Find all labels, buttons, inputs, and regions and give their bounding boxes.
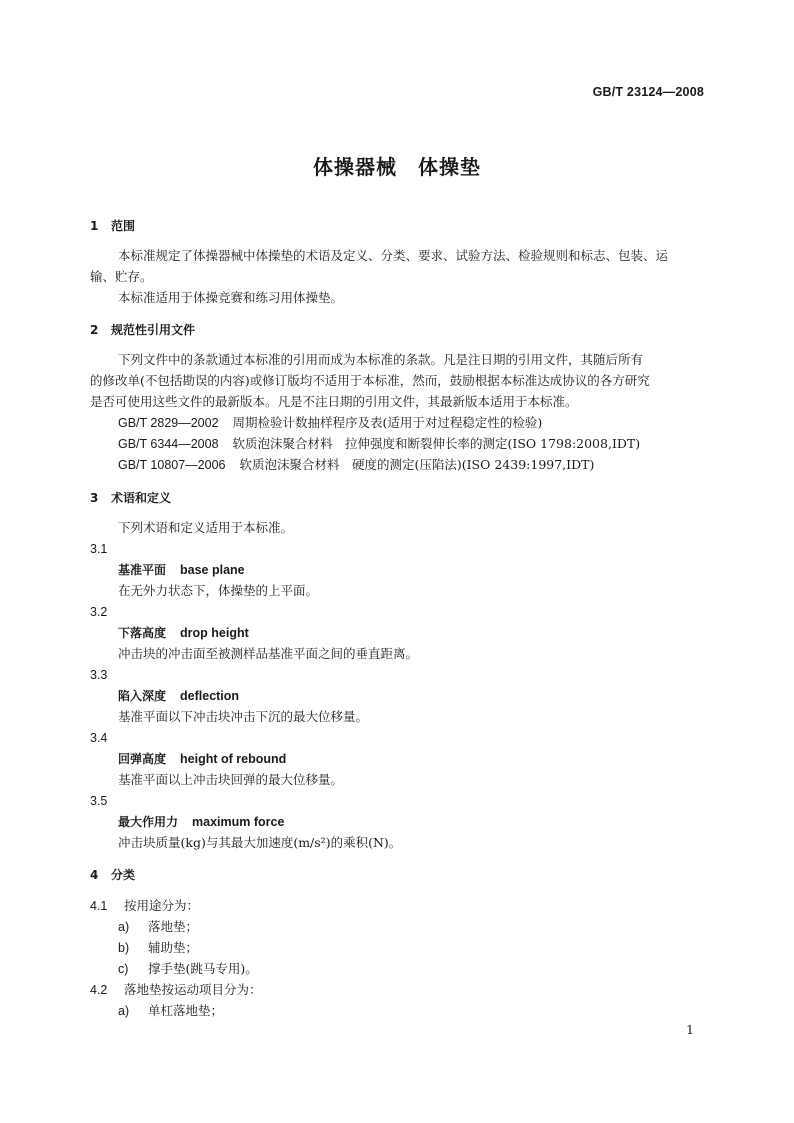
paragraph-line: 本标准规定了体操器械中体操垫的术语及定义、分类、要求、试验方法、检验规则和标志、包装、运 <box>118 248 669 263</box>
list-text: 撑手垫(跳马专用)。 <box>148 961 258 976</box>
document-title: 体操器械 体操垫 <box>313 155 481 179</box>
term-name <box>90 751 734 767</box>
term-name <box>90 814 734 830</box>
reference-item <box>90 436 734 452</box>
section-title: 规范性引用文件 <box>111 323 196 337</box>
paragraph-line: 下列文件中的条款通过本标准的引用而成为本标准的条款。凡是注日期的引用文件，其随后所有 <box>118 352 644 367</box>
section-title: 范围 <box>111 219 136 233</box>
term-en: maximum force <box>192 815 285 829</box>
section-4-heading <box>90 867 706 883</box>
subsection-4-2 <box>90 982 706 998</box>
list-item <box>90 919 734 935</box>
term-zh: 陷入深度 <box>118 689 167 703</box>
standard-code: GB/T 23124—2008 <box>592 85 704 99</box>
list-item <box>90 1003 734 1019</box>
term-en: deflection <box>180 689 240 703</box>
paragraph: 本标准适用于体操竞赛和练习用体操垫。 <box>118 290 344 305</box>
section-number: 3 <box>90 491 99 505</box>
list-text: 单杠落地垫； <box>148 1003 224 1018</box>
list-item <box>90 961 734 977</box>
reference-title: 软质泡沫聚合材料 拉伸强度和断裂伸长率的测定(ISO 1798:2008,IDT) <box>232 436 641 451</box>
term-zh: 最大作用力 <box>118 815 179 829</box>
list-text: 落地垫； <box>148 919 199 934</box>
term-definition: 基准平面以下冲击块冲击下沉的最大位移量。 <box>118 709 369 724</box>
subsection-4-1 <box>90 898 706 914</box>
paragraph-line: 的修改单(不包括勘误的内容)或修订版均不适用于本标准，然而，鼓励根据本标准达成协议的各方研究 <box>90 373 650 388</box>
term-number: 3.2 <box>90 605 108 619</box>
list-marker: a) <box>118 1004 130 1018</box>
section-3-heading <box>90 490 706 506</box>
list-text: 辅助垫； <box>148 940 199 955</box>
reference-title: 周期检验计数抽样程序及表(适用于对过程稳定性的检验) <box>232 415 543 430</box>
term-number: 3.1 <box>90 542 108 556</box>
section-title: 术语和定义 <box>111 491 172 505</box>
section-title: 分类 <box>111 868 136 882</box>
term-en: height of rebound <box>180 752 287 766</box>
list-marker: a) <box>118 920 130 934</box>
list-item <box>90 940 734 956</box>
term-number: 3.3 <box>90 668 108 682</box>
term-zh: 基准平面 <box>118 563 167 577</box>
reference-code: GB/T 2829—2002 <box>118 416 219 430</box>
term-definition: 在无外力状态下，体操垫的上平面。 <box>118 583 319 598</box>
paragraph-line: 是否可使用这些文件的最新版本。凡是不注日期的引用文件，其最新版本适用于本标准。 <box>90 394 578 409</box>
section-2-heading <box>90 322 706 338</box>
term-number: 3.4 <box>90 731 108 745</box>
term-definition: 冲击块质量(kg)与其最大加速度(m/s²)的乘积(N)。 <box>118 835 402 850</box>
term-name <box>90 688 734 704</box>
term-definition: 基准平面以上冲击块回弹的最大位移量。 <box>118 772 344 787</box>
reference-code: GB/T 6344—2008 <box>118 437 219 451</box>
list-marker: c) <box>118 962 129 976</box>
paragraph-line: 输、贮存。 <box>90 269 153 284</box>
term-name <box>90 625 734 641</box>
term-definition: 冲击块的冲击面至被测样品基准平面之间的垂直距离。 <box>118 646 419 661</box>
list-marker: b) <box>118 941 130 955</box>
page-number: 1 <box>686 1022 694 1037</box>
term-en: base plane <box>180 563 245 577</box>
paragraph: 下列术语和定义适用于本标准。 <box>118 520 294 535</box>
term-zh: 下落高度 <box>118 626 167 640</box>
term-number: 3.5 <box>90 794 108 808</box>
subsection-number: 4.1 <box>90 899 108 913</box>
term-zh: 回弹高度 <box>118 752 167 766</box>
reference-item <box>90 415 734 431</box>
term-name <box>90 562 734 578</box>
subsection-number: 4.2 <box>90 983 108 997</box>
section-number: 2 <box>90 323 99 337</box>
subsection-text: 落地垫按运动项目分为： <box>124 982 262 997</box>
section-number: 1 <box>90 219 99 233</box>
reference-item <box>90 457 734 473</box>
reference-title: 软质泡沫聚合材料 硬度的测定(压陷法)(ISO 2439:1997,IDT) <box>239 457 595 472</box>
subsection-text: 按用途分为： <box>124 898 200 913</box>
reference-code: GB/T 10807—2006 <box>118 458 226 472</box>
section-number: 4 <box>90 868 99 882</box>
term-en: drop height <box>180 626 249 640</box>
section-1-heading <box>90 218 706 234</box>
